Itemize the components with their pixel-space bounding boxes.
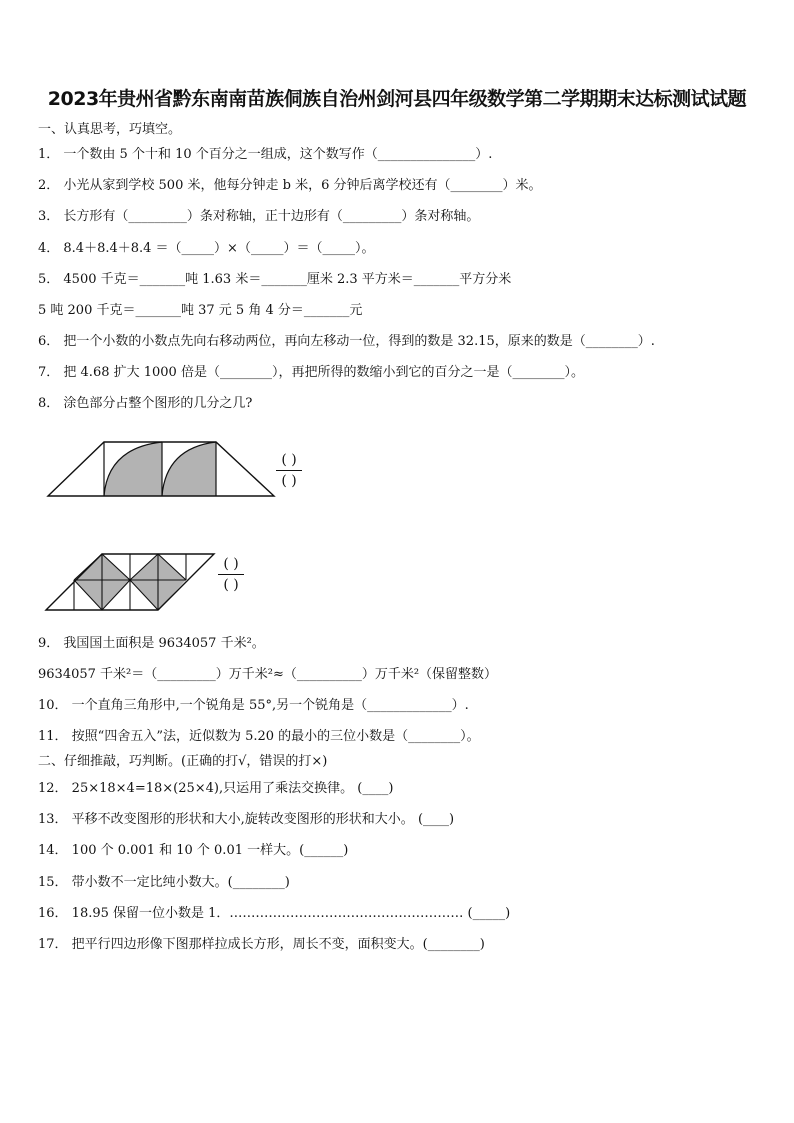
question-10: 10． 一个直角三角形中,一个锐角是 55°,另一个锐角是（_____________）. bbox=[38, 698, 469, 713]
question-9: 9． 我国国土面积是 9634057 千米²。 bbox=[38, 636, 265, 651]
question-13: 13． 平移不改变图形的形状和大小,旋转改变图形的形状和大小。 (____) bbox=[38, 812, 455, 827]
question-5-row-1: 5． 4500 千克＝_______吨 1.63 米＝_______厘米 2.3 平方米＝_______平方分米 bbox=[38, 272, 512, 287]
question-3: 3． 长方形有（_________）条对称轴，正十边形有（_________）条对称轴。 bbox=[38, 209, 480, 224]
question-16: 16． 18.95 保留一位小数是 1．……………………………………………… (_____) bbox=[38, 906, 511, 921]
fraction-answer-1: ( ) ( ) bbox=[276, 452, 302, 489]
trapezoid-figure bbox=[46, 438, 276, 500]
question-2: 2． 小光从家到学校 500 米，他每分钟走 b 米，6 分钟后离学校还有（________）米。 bbox=[38, 178, 542, 193]
question-12: 12． 25×18×4=18×(25×4),只运用了乘法交换律。 (____) bbox=[38, 781, 394, 796]
question-14: 14． 100 个 0.001 和 10 个 0.01 一样大。(______) bbox=[38, 843, 349, 858]
fraction-answer-2: ( ) ( ) bbox=[218, 556, 244, 593]
page-title: 2023年贵州省黔东南南苗族侗族自治州剑河县四年级数学第二学期期末达标测试试题 bbox=[47, 88, 747, 110]
parallelogram-figure bbox=[44, 552, 216, 612]
question-9-conversion: 9634057 千米²＝（_________）万千米²≈（__________）万千米²（保留整数） bbox=[38, 667, 498, 682]
question-5-row-2: 5 吨 200 千克＝_______吨 37 元 5 角 4 分＝_______元 bbox=[38, 303, 363, 318]
question-17: 17． 把平行四边形像下图那样拉成长方形，周长不变，面积变大。(________) bbox=[38, 937, 485, 952]
section-heading-true-false: 二、仔细推敲，巧判断。(正确的打√，错误的打×) bbox=[38, 754, 328, 769]
question-7: 7． 把 4.68 扩大 1000 倍是（________），再把所得的数缩小到它的百分之一是（________）。 bbox=[38, 365, 584, 380]
question-1: 1． 一个数由 5 个十和 10 个百分之一组成，这个数写作（_______________）. bbox=[38, 147, 493, 162]
question-4: 4． 8.4＋8.4＋8.4 ＝（_____）×（_____）＝（_____）。 bbox=[38, 241, 375, 256]
question-11: 11． 按照“四舍五入”法，近似数为 5.20 的最小的三位小数是（________）。 bbox=[38, 729, 480, 744]
section-heading-fill-blank: 一、认真思考，巧填空。 bbox=[38, 122, 182, 137]
question-15: 15． 带小数不一定比纯小数大。(________) bbox=[38, 875, 290, 890]
question-8: 8． 涂色部分占整个图形的几分之几? bbox=[38, 396, 253, 411]
question-6: 6． 把一个小数的小数点先向右移动两位，再向左移动一位，得到的数是 32.15，原来的数是（________）. bbox=[38, 334, 655, 349]
